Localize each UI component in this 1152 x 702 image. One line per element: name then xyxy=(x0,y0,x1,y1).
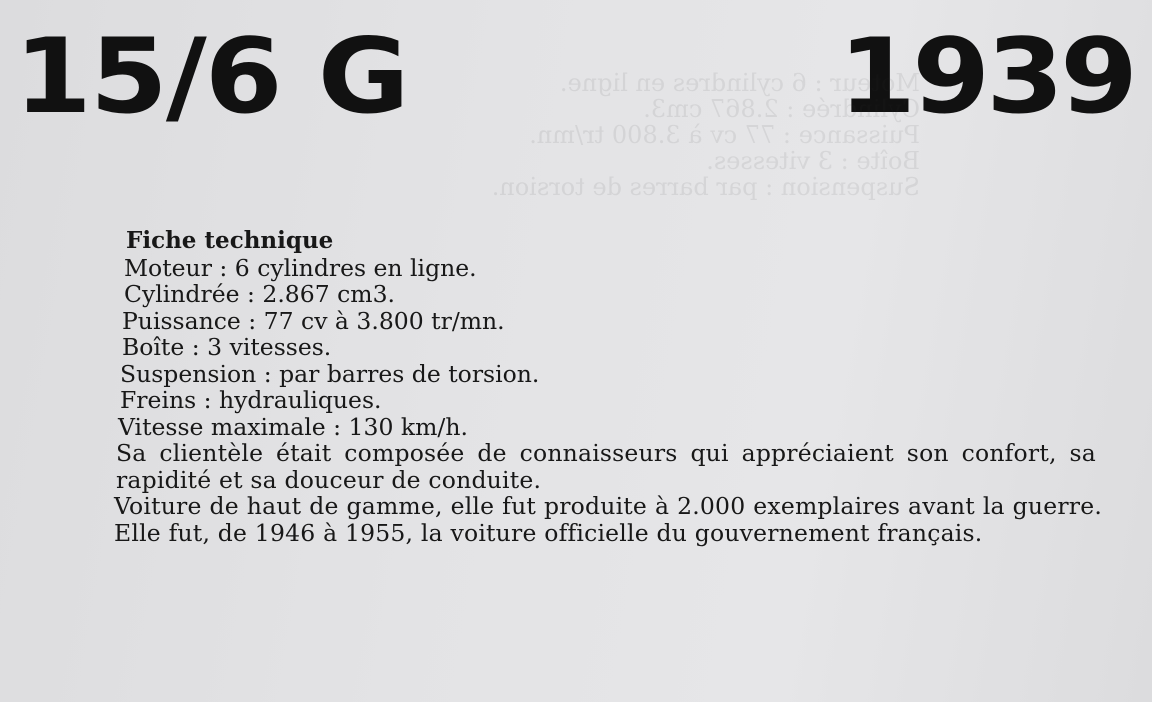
spec-line-suspension: Suspension : par barres de torsion. xyxy=(120,359,540,388)
spec-line-displacement: Cylindrée : 2.867 cm3. xyxy=(124,280,395,308)
spec-line-gearbox: Boîte : 3 vitesses. xyxy=(122,333,332,361)
year-title: 1939 xyxy=(838,17,1134,137)
spec-line-top-speed: Vitesse maximale : 130 km/h. xyxy=(118,412,468,441)
ghost-line: Moteur : 6 cylindres en ligne. xyxy=(559,69,920,97)
ghost-line: Suspension : par barres de torsion. xyxy=(491,173,920,201)
spec-line-power: Puissance : 77 cv à 3.800 tr/mn. xyxy=(122,306,505,335)
model-title: 15/6 G xyxy=(14,17,408,137)
paragraph-clientele: Sa clientèle était composée de connaisseurs qui appréciaient son confort, sa rapidité et sa douceur de conduite. xyxy=(116,439,1096,494)
spec-line-engine: Moteur : 6 cylindres en ligne. xyxy=(124,253,477,282)
ghost-line: Cylindrée : 2.867 cm3. xyxy=(643,95,920,123)
spec-sheet xyxy=(112,228,1102,546)
spec-heading: Fiche technique xyxy=(126,227,334,254)
ghost-line: Boîte : 3 vitesses. xyxy=(706,147,920,175)
paragraph-history: Voiture de haut de gamme, elle fut produite à 2.000 exemplaires avant la guerre. Elle fut, de 1946 à 1955, la voiture officielle du gouvernement français. xyxy=(114,492,1102,547)
show-through-text xyxy=(100,70,920,200)
ghost-line: Puissance : 77 cv à 3.800 tr/mn. xyxy=(529,121,920,149)
spec-line-brakes: Freins : hydrauliques. xyxy=(120,386,382,414)
